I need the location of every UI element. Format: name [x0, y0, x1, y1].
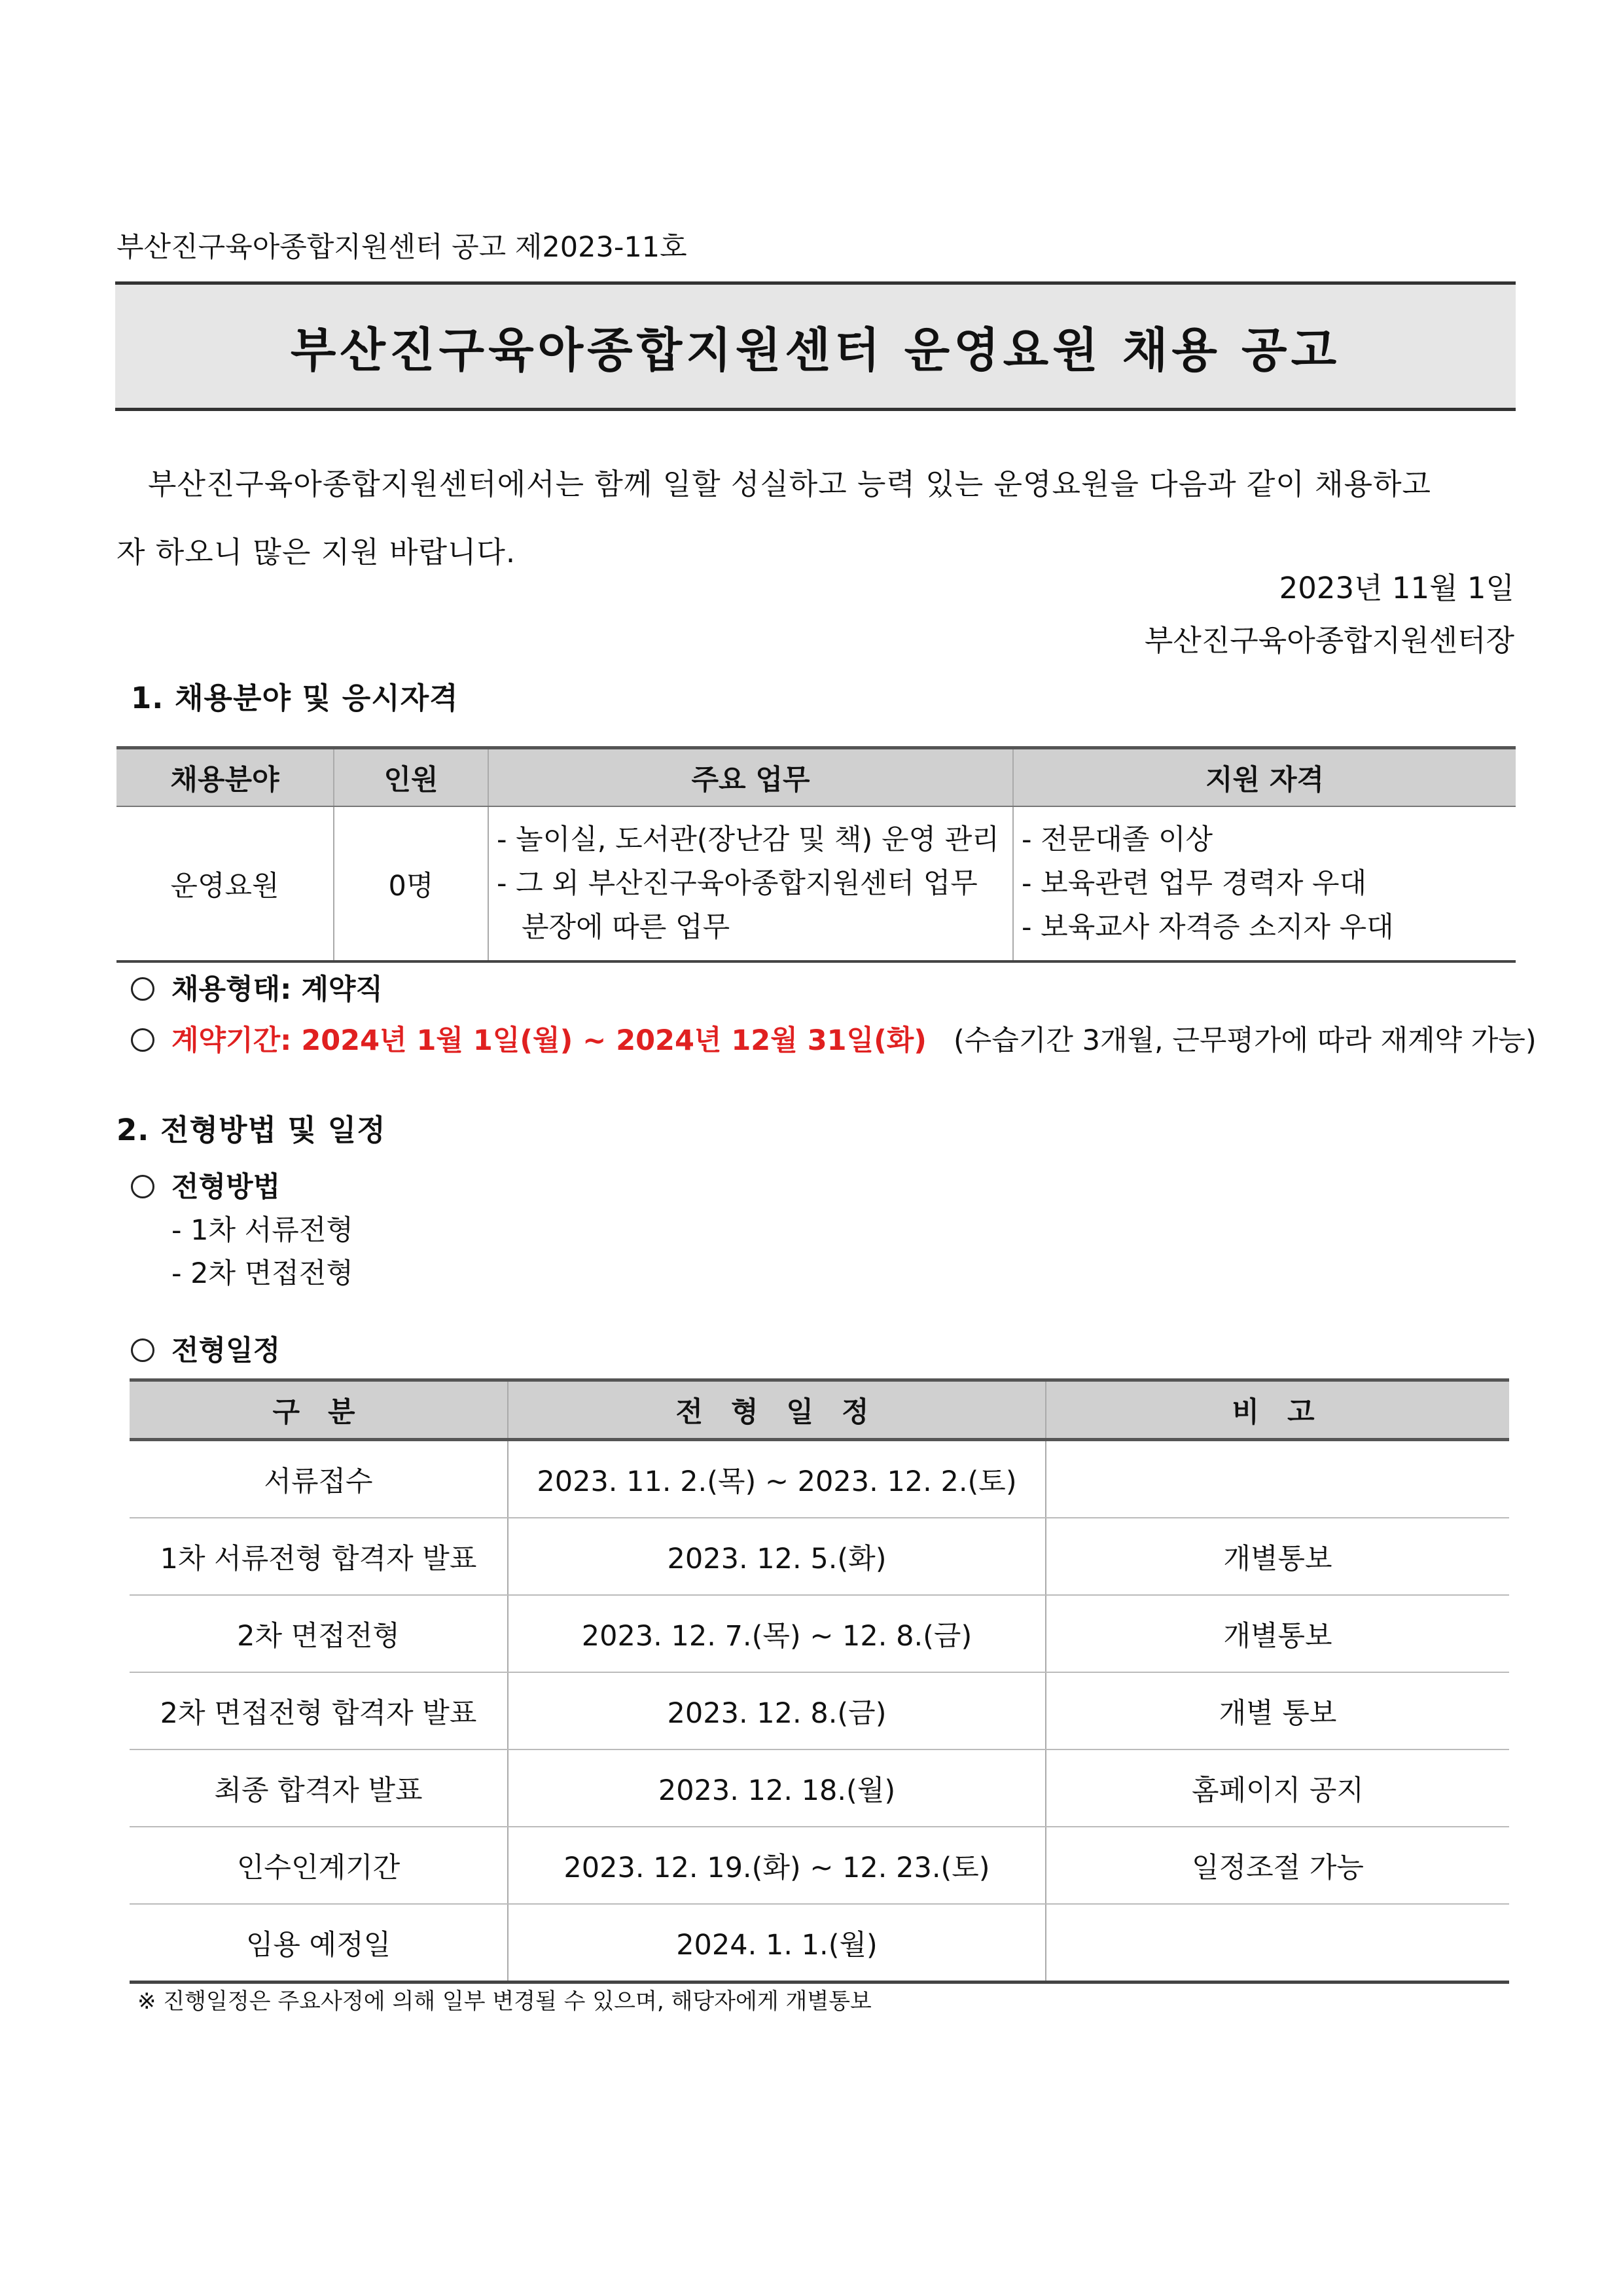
employment-type: 채용형태: 계약직 — [171, 973, 383, 1006]
header-qualifications: 지원 자격 — [1013, 748, 1516, 807]
cell-stage: 2차 면접전형 합격자 발표 — [130, 1672, 508, 1749]
table-row — [130, 1749, 1509, 1827]
section1-heading: 1. 채용분야 및 응시자격 — [131, 681, 459, 715]
qualification-line: - 보육관련 업무 경력자 우대 — [1022, 867, 1367, 900]
cell-note: 개별통보 — [1046, 1595, 1509, 1672]
cell-qualifications — [1013, 806, 1516, 961]
title-box — [115, 281, 1516, 411]
cell-stage: 서류접수 — [130, 1440, 508, 1518]
table-row — [130, 1595, 1509, 1672]
cell-field: 운영요원 — [116, 806, 334, 961]
cell-date: 2023. 12. 18.(월) — [508, 1749, 1046, 1827]
duty-line: - 놀이실, 도서관(장난감 및 책) 운영 관리 — [497, 823, 999, 856]
method-label-line — [131, 1165, 280, 1205]
table-row — [130, 1904, 1509, 1982]
circle-bullet-icon — [131, 1338, 154, 1362]
table-row — [130, 1827, 1509, 1904]
circle-bullet-icon — [131, 1175, 154, 1198]
cell-note: 일정조절 가능 — [1046, 1827, 1509, 1904]
qualification-line: - 전문대졸 이상 — [1022, 823, 1213, 856]
table-header-row — [116, 748, 1516, 807]
header-count: 인원 — [334, 748, 488, 807]
contract-period-line — [131, 1018, 1537, 1058]
circle-bullet-icon — [131, 1028, 154, 1052]
notice-number: 부산진구육아종합지원센터 공고 제2023-11호 — [116, 231, 687, 264]
cell-note — [1046, 1440, 1509, 1518]
header-field: 채용분야 — [116, 748, 334, 807]
cell-stage: 최종 합격자 발표 — [130, 1749, 508, 1827]
schedule-label-line — [131, 1329, 280, 1369]
table-row — [130, 1672, 1509, 1749]
cell-stage: 1차 서류전형 합격자 발표 — [130, 1518, 508, 1595]
cell-date: 2023. 11. 2.(목) ~ 2023. 12. 2.(토) — [508, 1440, 1046, 1518]
cell-duties — [488, 806, 1013, 961]
schedule-table — [130, 1378, 1509, 1984]
page-title: 부산진구육아종합지원센터 운영요원 채용 공고 — [290, 323, 1341, 378]
cell-date: 2023. 12. 7.(목) ~ 12. 8.(금) — [508, 1595, 1046, 1672]
duty-line: 분장에 따른 업무 — [522, 910, 730, 944]
recruitment-table — [116, 746, 1516, 963]
contract-note: (수습기간 3개월, 근무평가에 따라 재계약 가능) — [953, 1024, 1537, 1057]
table-row — [130, 1518, 1509, 1595]
cell-count: 0명 — [334, 806, 488, 961]
cell-stage: 2차 면접전형 — [130, 1595, 508, 1672]
issuer-name: 부산진구육아종합지원센터장 — [1144, 623, 1514, 658]
cell-date: 2024. 1. 1.(월) — [508, 1904, 1046, 1982]
notice-date: 2023년 11월 1일 — [1279, 571, 1514, 605]
cell-stage: 임용 예정일 — [130, 1904, 508, 1982]
intro-line-1: 부산진구육아종합지원센터에서는 함께 일할 성실하고 능력 있는 운영요원을 다음과 같이 채용하고 — [148, 467, 1432, 501]
cell-date: 2023. 12. 8.(금) — [508, 1672, 1046, 1749]
duty-line: - 그 외 부산진구육아종합지원센터 업무 — [497, 867, 978, 900]
employment-type-line — [131, 967, 383, 1007]
cell-note: 개별통보 — [1046, 1518, 1509, 1595]
intro-line-2: 자 하오니 많은 지원 바랍니다. — [116, 535, 516, 569]
table-row — [130, 1440, 1509, 1518]
contract-period: 계약기간: 2024년 1월 1일(월) ~ 2024년 12월 31일(화) — [171, 1024, 927, 1057]
cell-stage: 인수인계기간 — [130, 1827, 508, 1904]
cell-note: 개별 통보 — [1046, 1672, 1509, 1749]
method-item: - 1차 서류전형 — [171, 1214, 353, 1247]
header-date: 전 형 일 정 — [508, 1380, 1046, 1440]
table-row — [116, 806, 1516, 961]
circle-bullet-icon — [131, 977, 154, 1001]
cell-date: 2023. 12. 19.(화) ~ 12. 23.(토) — [508, 1827, 1046, 1904]
schedule-header-row — [130, 1380, 1509, 1440]
header-duties: 주요 업무 — [488, 748, 1013, 807]
header-stage: 구 분 — [130, 1380, 508, 1440]
cell-note: 홈페이지 공지 — [1046, 1749, 1509, 1827]
method-item: - 2차 면접전형 — [171, 1257, 353, 1290]
cell-date: 2023. 12. 5.(화) — [508, 1518, 1046, 1595]
method-label: 전형방법 — [171, 1171, 281, 1204]
schedule-footnote: ※ 진행일정은 주요사정에 의해 일부 변경될 수 있으며, 해당자에게 개별통보 — [137, 1988, 872, 2015]
cell-note — [1046, 1904, 1509, 1982]
schedule-label: 전형일정 — [171, 1335, 281, 1367]
header-note: 비 고 — [1046, 1380, 1509, 1440]
section2-heading: 2. 전형방법 및 일정 — [116, 1113, 386, 1147]
qualification-line: - 보육교사 자격증 소지자 우대 — [1022, 910, 1394, 944]
